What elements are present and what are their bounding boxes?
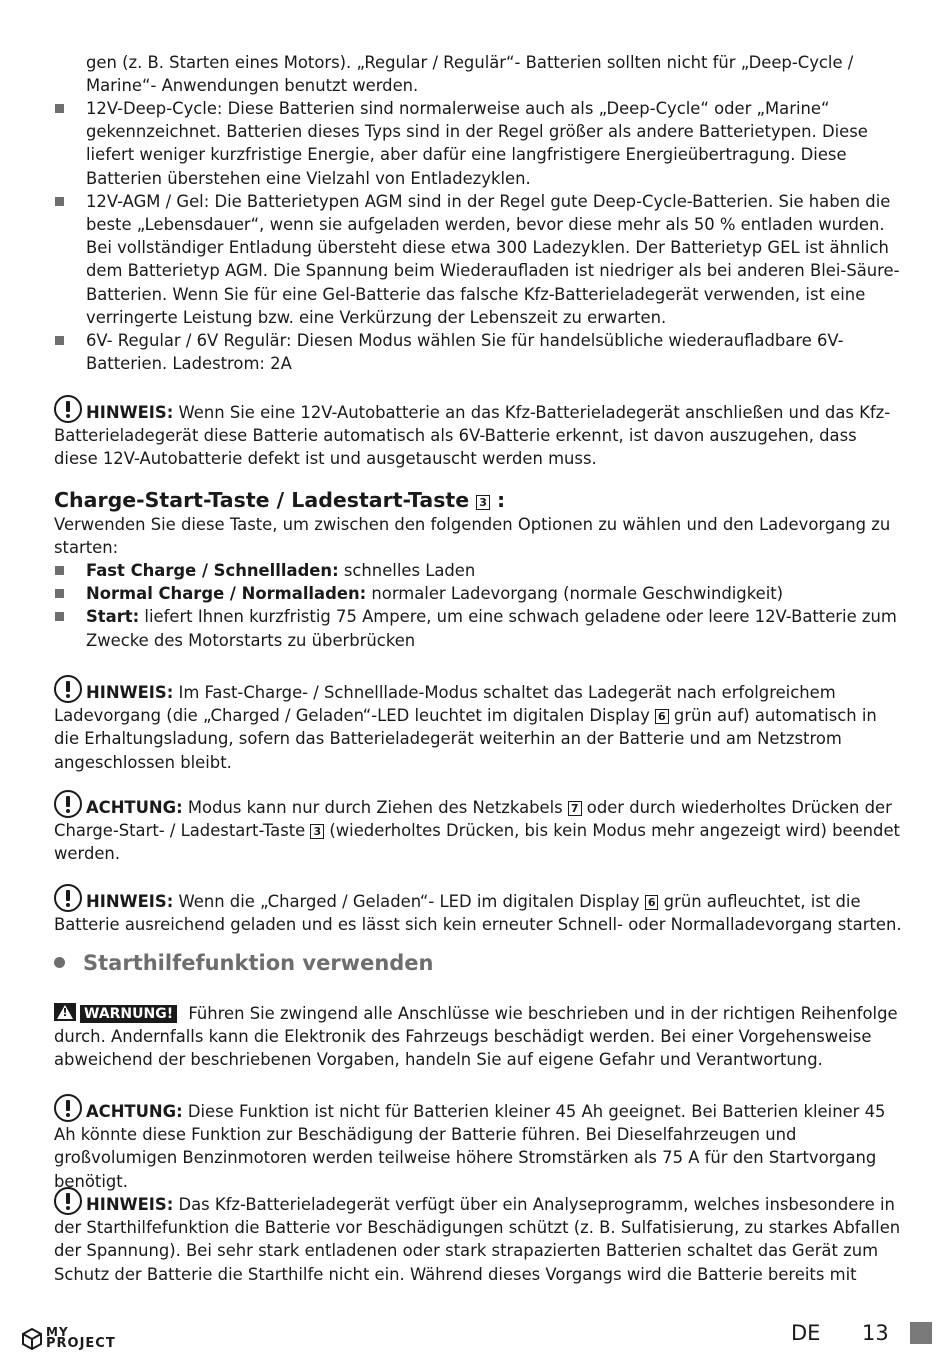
list-item [54, 97, 902, 190]
heading-text: Starthilfefunktion verwenden [83, 951, 434, 975]
list-item [54, 605, 902, 651]
ref-number: 3 [476, 495, 490, 510]
note-text: Das Kfz-Batterieladegerät verfügt über ein Analyseprogramm, welches insbesondere in der Starthilfefunktion die Batterie vor Beschädigungen schützt (z. B. Sulfatisierung, zu starkes Abfallen der Spannung). Bei sehr stark entladenen oder stark strapazierten Batterien schaltet das Gerät zum Schutz der Batterie die Starthilfe nicht ein. Während dieses Vorgangs wird die Batterie bereits mit [54, 1195, 901, 1284]
heading-text: Charge-Start-Taste / Ladestart-Taste [54, 488, 470, 512]
logo-cube-icon [22, 1328, 42, 1350]
exclamation-circle-icon [54, 1094, 82, 1122]
bullet-square-icon [55, 612, 64, 621]
caution-text: (wiederholtes Drücken, bis kein Modus mehr angezeigt wird) beendet werden. [54, 821, 900, 864]
exclamation-circle-icon [54, 395, 82, 423]
bullet-square-icon [55, 589, 64, 598]
note-text: Wenn die „Charged / Geladen“- LED im digitalen Display [173, 892, 645, 911]
bullet-square-icon [55, 336, 64, 345]
option-text: schnelles Laden [338, 561, 476, 580]
exclamation-circle-icon [54, 790, 82, 818]
caution-label: ACHTUNG: [86, 1102, 183, 1121]
ref-number: 7 [568, 801, 582, 816]
charge-start-intro: Verwenden Sie diese Taste, um zwischen den folgenden Optionen zu wählen und den Ladevorgang zu starten: [54, 515, 891, 558]
caution-label: ACHTUNG: [86, 798, 183, 817]
exclamation-circle-icon [54, 675, 82, 703]
caution-mode-end [54, 790, 902, 866]
heading-suffix: : [497, 488, 506, 512]
note-charged-led [54, 884, 902, 936]
option-label: Fast Charge / Schnellladen: [86, 561, 339, 580]
note-text: Wenn Sie eine 12V-Autobatterie an das Kfz-Batterieladegerät anschließen und das Kfz-Batterieladegerät diese Batterie automatisch als 6V-Batterie erkennt, ist davon auszugehen, dass diese 12V-Autobatterie defekt ist und ausgetauscht werden muss. [54, 403, 891, 469]
list-item-text: 12V-AGM / Gel: Die Batterietypen AGM sind in der Regel gute Deep-Cycle-Batterien. Sie haben die beste „Lebensdauer“, wenn sie aufgeladen werden, bevor diese mehr als 50 % entladen wurden. Bei vollständiger Entladung übersteht diese etwa 300 Ladezyklen. Der Batterietyp GEL ist ähnlich dem Batterietyp AGM. Die Spannung beim Wiederaufladen ist niedriger als bei anderen Blei-Säure-Batterien. Wenn Sie für eine Gel-Batterie das falsche Kfz-Batterieladegerät verwenden, ist eine verringerte Leistung bzw. eine Verkürzung der Lebenszeit zu erwarten. [86, 191, 900, 327]
list-item [54, 582, 902, 605]
bullet-square-icon [55, 197, 64, 206]
list-item [54, 329, 902, 375]
charge-start-heading [54, 487, 902, 513]
note-label: HINWEIS: [86, 1195, 174, 1214]
note-analysis-program [54, 1187, 902, 1286]
battery-type-list [54, 97, 902, 375]
warning-text: Führen Sie zwingend alle Anschlüsse wie beschrieben und in der richtigen Reihenfolge durch. Andernfalls kann die Elektronik des Fahrzeugs beschädigt werden. Bei einer Vorgehensweise abweichend der beschriebenen Vorgaben, handeln Sie auf eigene Gefahr und Verantwortung. [54, 1004, 898, 1070]
ref-number: 3 [310, 824, 324, 839]
warning-connections [54, 1002, 902, 1072]
note-12v-detected-6v [54, 395, 902, 471]
exclamation-circle-icon [54, 1187, 82, 1215]
exclamation-circle-icon [54, 884, 82, 912]
ref-number: 6 [645, 895, 659, 910]
note-fast-charge [54, 675, 902, 774]
caution-text: Modus kann nur durch Ziehen des Netzkabels [182, 798, 568, 817]
warning-badge: WARNUNG! [80, 1005, 177, 1023]
note-text: Im Fast-Charge- / Schnelllade-Modus schaltet das Ladegerät nach erfolgreichem Ladevorgang (die „Charged / Geladen“-LED leuchtet im digitalen Display [54, 683, 836, 726]
jump-start-heading [54, 950, 902, 976]
note-text: grün auf) automatisch in die Erhaltungsladung, sofern das Batterieladegerät weiterhin an der Batterie und am Netzstrom angeschlossen bleibt. [54, 706, 877, 772]
intro-continuation: gen (z. B. Starten eines Motors). „Regular / Regulär“- Batterien sollten nicht für „Deep-Cycle / Marine“- Anwendungen benutzt werden. [86, 53, 854, 96]
option-label: Normal Charge / Normalladen: [86, 584, 367, 604]
bullet-square-icon [55, 104, 64, 113]
list-item-text: 12V-Deep-Cycle: Diese Batterien sind normalerweise auch als „Deep-Cycle“ oder „Marine“ gekennzeichnet. Batterien dieses Typs sind in der Regel größer als andere Batterietypen. Diese liefert weniger kurzfristige Energie, aber dafür eine langfristigere Energieübertragung. Diese Batterien überstehen eine Vielzahl von Entladezyklen. [86, 99, 868, 188]
option-label: Start: [86, 607, 140, 627]
brand-logo [22, 1326, 132, 1354]
note-text: grün aufleuchtet, ist die Batterie ausreichend geladen und es lässt sich kein erneuter Schnell- oder Normalladevorgang starten. [54, 892, 902, 935]
list-item-text: 6V- Regular / 6V Regulär: Diesen Modus wählen Sie für handelsübliche wiederaufladbare 6V-Batterien. Ladestrom: 2A [86, 331, 844, 374]
footer-language: DE [791, 1321, 821, 1345]
note-label: HINWEIS: [86, 892, 174, 911]
option-text: normaler Ladevorgang (normale Geschwindigkeit) [366, 584, 784, 604]
caution-text: oder durch wiederholtes Drücken der Charge-Start- / Ladestart-Taste [54, 798, 892, 841]
list-item [54, 190, 902, 329]
logo-line-project: PROJECT [46, 1336, 116, 1351]
bullet-dot-icon [54, 957, 65, 968]
charge-option-list [54, 559, 902, 652]
option-text: liefert Ihnen kurzfristig 75 Ampere, um eine schwach geladene oder leere 12V-Batterie zum Zwecke des Motorstarts zu überbrücken [86, 607, 897, 650]
note-label: HINWEIS: [86, 683, 174, 702]
logo-wordmark [46, 1326, 116, 1350]
logo-line-my: MY [46, 1325, 69, 1339]
warning-triangle-icon [54, 1003, 76, 1021]
caution-text: Diese Funktion ist nicht für Batterien kleiner 45 Ah geeignet. Bei Batterien kleiner 45 Ah könnte diese Funktion zur Beschädigung der Batterie führen. Bei Dieselfahrzeugen und großvolumigen Benzinmotoren werden teilweise höhere Stromstärken als 75 A für den Startvorgang benötigt. [54, 1102, 886, 1191]
footer-marker-square [910, 1322, 932, 1344]
ref-number: 6 [655, 709, 669, 724]
bullet-square-icon [55, 566, 64, 575]
caution-45ah [54, 1094, 902, 1193]
list-item [54, 559, 902, 582]
note-label: HINWEIS: [86, 403, 174, 422]
page-number: 13 [862, 1321, 889, 1345]
